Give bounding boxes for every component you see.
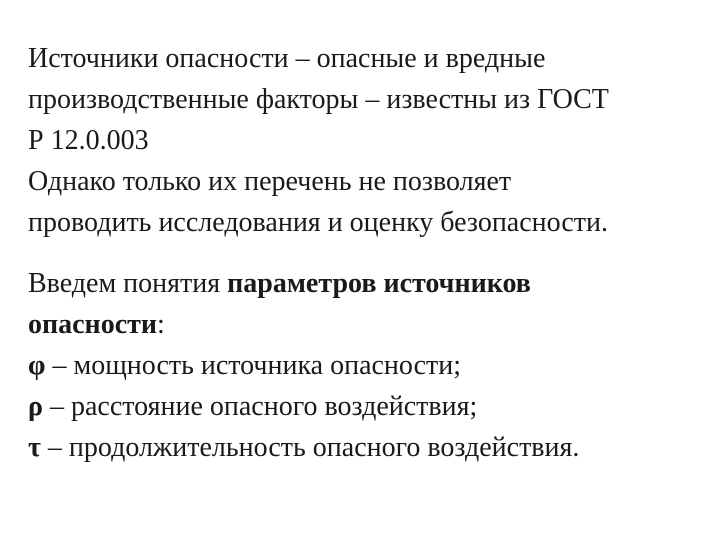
text-line: Р 12.0.003 [28,125,149,156]
parameter-item [28,345,708,386]
parameters-paragraph [28,263,708,468]
bold-term: параметров источников [227,268,531,299]
parameter-text: – продолжительность опасного воздействия. [40,432,580,463]
parameter-symbol: τ [28,432,41,463]
bold-term: опасности [28,309,158,340]
text-line: производственные факторы – известны из ГОСТ [28,84,609,115]
parameter-symbol: φ [28,350,46,381]
text-line: Однако только их перечень не позволяет [28,166,512,197]
parameter-text: – мощность источника опасности; [45,350,462,381]
text-line [28,263,708,304]
text-line: проводить исследования и оценку безопасности. [28,207,608,238]
text-line [28,304,708,345]
parameter-text: – расстояние опасного воздействия; [42,391,478,422]
colon: : [157,309,165,340]
parameter-item [28,427,708,468]
parameter-symbol: ρ [28,391,43,422]
text-line: Источники опасности – опасные и вредные [28,43,546,74]
intro-text: Введем понятия [28,268,228,299]
parameter-item [28,386,708,427]
definition-paragraph [28,38,708,243]
